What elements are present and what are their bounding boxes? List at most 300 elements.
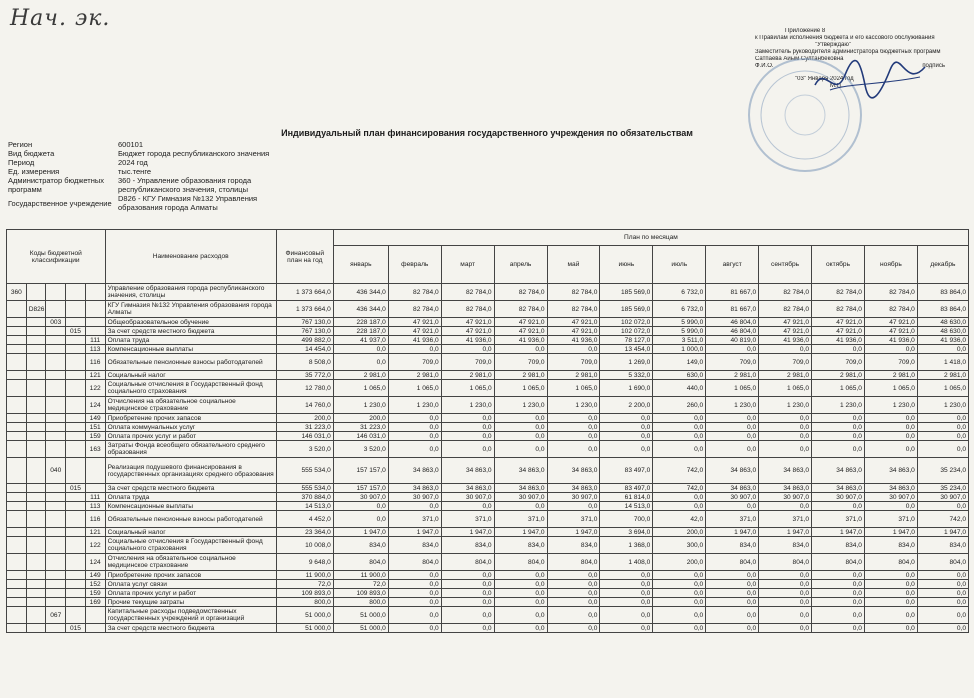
month-value-cell: 34 863,0 [547, 458, 600, 484]
month-value-cell: 78 127,0 [600, 336, 653, 345]
month-value-cell: 834,0 [812, 537, 865, 554]
month-value-cell: 0,0 [864, 414, 917, 423]
month-value-cell: 6 732,0 [653, 301, 706, 318]
table-row [7, 371, 969, 380]
code-cell [26, 571, 46, 580]
code-cell [46, 371, 66, 380]
month-header: октябрь [812, 246, 865, 284]
month-value-cell: 709,0 [441, 354, 494, 371]
expense-name-cell: Оплата услуг связи [105, 580, 276, 589]
info-key: Администратор бюджетных программ [8, 176, 104, 194]
month-value-cell: 1 065,0 [388, 380, 441, 397]
code-cell: 116 [85, 511, 105, 528]
expense-name-cell: За счет средств местного бюджета [105, 327, 276, 336]
code-cell [46, 441, 66, 458]
month-value-cell: 47 921,0 [864, 318, 917, 327]
month-value-cell: 5 990,0 [653, 318, 706, 327]
month-value-cell: 0,0 [333, 511, 388, 528]
month-value-cell: 0,0 [706, 441, 759, 458]
month-value-cell: 1 065,0 [917, 380, 968, 397]
month-value-cell: 42,0 [653, 511, 706, 528]
code-cell [46, 345, 66, 354]
month-value-cell: 34 863,0 [494, 484, 547, 493]
month-value-cell: 0,0 [706, 432, 759, 441]
month-value-cell: 804,0 [864, 554, 917, 571]
month-value-cell: 0,0 [917, 441, 968, 458]
annual-plan-cell: 146 031,0 [276, 432, 333, 441]
month-value-cell: 82 784,0 [441, 284, 494, 301]
month-value-cell: 30 907,0 [759, 493, 812, 502]
month-value-cell: 0,0 [388, 607, 441, 624]
month-value-cell: 1 947,0 [333, 528, 388, 537]
code-cell [26, 432, 46, 441]
month-value-cell: 804,0 [759, 554, 812, 571]
month-value-cell: 82 784,0 [759, 301, 812, 318]
code-cell [66, 537, 86, 554]
table-row [7, 598, 969, 607]
month-value-cell: 0,0 [864, 423, 917, 432]
month-value-cell: 0,0 [759, 345, 812, 354]
month-value-cell: 834,0 [494, 537, 547, 554]
month-value-cell: 0,0 [706, 571, 759, 580]
table-row [7, 336, 969, 345]
annual-plan-cell: 767 130,0 [276, 327, 333, 336]
month-header: июль [653, 246, 706, 284]
month-value-cell: 0,0 [917, 502, 968, 511]
code-cell [46, 493, 66, 502]
month-value-cell: 83 864,0 [917, 301, 968, 318]
code-cell [7, 571, 27, 580]
month-value-cell: 34 863,0 [494, 458, 547, 484]
code-cell [7, 493, 27, 502]
month-value-cell: 0,0 [547, 345, 600, 354]
code-cell [66, 580, 86, 589]
table-row [7, 580, 969, 589]
code-cell [26, 502, 46, 511]
month-value-cell: 0,0 [441, 441, 494, 458]
month-value-cell: 81 667,0 [706, 284, 759, 301]
month-header: июнь [600, 246, 653, 284]
month-value-cell: 41 936,0 [494, 336, 547, 345]
annual-plan-cell: 14 454,0 [276, 345, 333, 354]
code-cell [7, 580, 27, 589]
month-value-cell: 34 863,0 [441, 458, 494, 484]
month-value-cell: 1 418,0 [917, 354, 968, 371]
code-cell: 159 [85, 432, 105, 441]
code-cell [46, 502, 66, 511]
month-value-cell: 0,0 [812, 607, 865, 624]
expense-name-cell: Оплата прочих услуг и работ [105, 589, 276, 598]
month-value-cell: 1 000,0 [653, 345, 706, 354]
month-value-cell: 157 157,0 [333, 458, 388, 484]
month-value-cell: 47 921,0 [547, 327, 600, 336]
month-value-cell: 0,0 [441, 423, 494, 432]
code-cell [46, 624, 66, 633]
code-cell [26, 371, 46, 380]
month-value-cell: 0,0 [494, 345, 547, 354]
month-value-cell: 0,0 [600, 598, 653, 607]
code-cell [7, 458, 27, 484]
month-value-cell: 834,0 [333, 537, 388, 554]
expense-name-cell: Социальные отчисления в Государственный фонд социального страхования [105, 537, 276, 554]
expense-name-cell: Затраты Фонда всеобщего обязательного среднего образования [105, 441, 276, 458]
month-header: май [547, 246, 600, 284]
code-cell [46, 301, 66, 318]
month-value-cell: 5 332,0 [600, 371, 653, 380]
code-cell: 169 [85, 598, 105, 607]
expense-name-cell: Оплата труда [105, 336, 276, 345]
info-key: Ед. измерения [8, 167, 60, 176]
month-value-cell: 0,0 [653, 589, 706, 598]
table-row [7, 511, 969, 528]
code-cell: D826 [26, 301, 46, 318]
month-value-cell: 0,0 [759, 414, 812, 423]
month-value-cell: 804,0 [706, 554, 759, 571]
month-value-cell: 0,0 [600, 414, 653, 423]
month-value-cell: 0,0 [812, 345, 865, 354]
table-row [7, 397, 969, 414]
month-value-cell: 0,0 [759, 423, 812, 432]
code-cell [46, 380, 66, 397]
month-value-cell: 82 784,0 [864, 284, 917, 301]
month-value-cell: 0,0 [494, 414, 547, 423]
code-cell [85, 484, 105, 493]
month-value-cell: 0,0 [441, 502, 494, 511]
code-cell [26, 441, 46, 458]
month-value-cell: 82 784,0 [388, 301, 441, 318]
month-value-cell: 185 569,0 [600, 284, 653, 301]
month-value-cell: 709,0 [388, 354, 441, 371]
month-value-cell: 0,0 [864, 624, 917, 633]
code-cell [7, 318, 27, 327]
month-value-cell: 0,0 [388, 345, 441, 354]
month-value-cell: 0,0 [653, 502, 706, 511]
month-value-cell: 0,0 [864, 589, 917, 598]
code-cell [46, 414, 66, 423]
code-cell [7, 423, 27, 432]
month-value-cell: 0,0 [547, 432, 600, 441]
month-value-cell: 83 497,0 [600, 484, 653, 493]
month-value-cell: 1 690,0 [600, 380, 653, 397]
month-value-cell: 0,0 [812, 502, 865, 511]
month-value-cell: 2 981,0 [759, 371, 812, 380]
approval-line: Ф.И.О. [755, 63, 774, 69]
month-value-cell: 5 990,0 [653, 327, 706, 336]
info-value: тыс.тенге [118, 167, 152, 176]
table-row [7, 301, 969, 318]
month-value-cell: 30 907,0 [917, 493, 968, 502]
info-key: Период [8, 158, 35, 167]
annual-plan-cell: 200,0 [276, 414, 333, 423]
month-value-cell: 0,0 [600, 580, 653, 589]
month-value-cell: 1 230,0 [547, 397, 600, 414]
month-value-cell: 0,0 [653, 441, 706, 458]
code-cell [46, 580, 66, 589]
month-value-cell: 0,0 [600, 571, 653, 580]
expense-name-cell: Общеобразовательное обучение [105, 318, 276, 327]
code-cell: 015 [66, 484, 86, 493]
month-value-cell: 200,0 [653, 554, 706, 571]
header-plan: Финансовый план на год [276, 230, 333, 284]
month-value-cell: 2 981,0 [333, 371, 388, 380]
month-value-cell: 1 947,0 [812, 528, 865, 537]
month-value-cell: 0,0 [653, 493, 706, 502]
annual-plan-cell: 11 900,0 [276, 571, 333, 580]
month-value-cell: 47 921,0 [759, 318, 812, 327]
code-cell [7, 327, 27, 336]
code-cell [7, 414, 27, 423]
month-value-cell: 82 784,0 [812, 301, 865, 318]
month-value-cell: 709,0 [706, 354, 759, 371]
month-value-cell: 109 893,0 [333, 589, 388, 598]
table-row [7, 380, 969, 397]
month-value-cell: 0,0 [441, 432, 494, 441]
month-value-cell: 82 784,0 [759, 284, 812, 301]
code-cell: 040 [46, 458, 66, 484]
month-value-cell: 51 000,0 [333, 607, 388, 624]
month-value-cell: 34 863,0 [759, 458, 812, 484]
month-value-cell: 34 863,0 [706, 484, 759, 493]
month-value-cell: 709,0 [812, 354, 865, 371]
month-value-cell: 0,0 [547, 423, 600, 432]
month-value-cell: 0,0 [388, 502, 441, 511]
table-row [7, 589, 969, 598]
month-value-cell: 0,0 [388, 598, 441, 607]
expense-name-cell: Компенсационные выплаты [105, 502, 276, 511]
month-value-cell: 1 947,0 [864, 528, 917, 537]
month-value-cell: 0,0 [812, 589, 865, 598]
code-cell [7, 624, 27, 633]
code-cell [7, 537, 27, 554]
month-value-cell: 72,0 [333, 580, 388, 589]
approval-line: Сатпаева Айым Султанбековна [755, 56, 844, 62]
month-value-cell: 0,0 [812, 432, 865, 441]
annual-plan-cell: 555 534,0 [276, 484, 333, 493]
annual-plan-cell: 499 882,0 [276, 336, 333, 345]
table-row [7, 537, 969, 554]
code-cell [7, 301, 27, 318]
month-value-cell: 0,0 [812, 580, 865, 589]
annual-plan-cell: 14 513,0 [276, 502, 333, 511]
month-value-cell: 34 863,0 [864, 458, 917, 484]
month-value-cell: 371,0 [812, 511, 865, 528]
month-value-cell: 0,0 [917, 432, 968, 441]
month-value-cell: 0,0 [917, 598, 968, 607]
code-cell: 121 [85, 371, 105, 380]
annual-plan-cell: 767 130,0 [276, 318, 333, 327]
month-value-cell: 0,0 [759, 502, 812, 511]
month-value-cell: 1 947,0 [917, 528, 968, 537]
month-value-cell: 146 031,0 [333, 432, 388, 441]
month-value-cell: 47 921,0 [547, 318, 600, 327]
code-cell: 003 [46, 318, 66, 327]
code-cell [66, 336, 86, 345]
code-cell [66, 423, 86, 432]
month-value-cell: 82 784,0 [494, 284, 547, 301]
month-value-cell: 1 065,0 [706, 380, 759, 397]
month-value-cell: 30 907,0 [333, 493, 388, 502]
month-value-cell: 371,0 [864, 511, 917, 528]
month-value-cell: 1 947,0 [494, 528, 547, 537]
month-value-cell: 0,0 [388, 441, 441, 458]
code-cell [46, 484, 66, 493]
info-block [8, 140, 288, 212]
code-cell [46, 554, 66, 571]
month-value-cell: 1 269,0 [600, 354, 653, 371]
month-value-cell: 11 900,0 [333, 571, 388, 580]
month-value-cell: 1 065,0 [441, 380, 494, 397]
month-header: апрель [494, 246, 547, 284]
annual-plan-cell: 51 000,0 [276, 624, 333, 633]
code-cell [66, 493, 86, 502]
month-value-cell: 0,0 [706, 345, 759, 354]
code-cell: 015 [66, 327, 86, 336]
month-value-cell: 0,0 [917, 607, 968, 624]
table-row [7, 493, 969, 502]
info-key: Регион [8, 140, 33, 149]
month-value-cell: 436 344,0 [333, 284, 388, 301]
code-cell [7, 371, 27, 380]
code-cell [66, 380, 86, 397]
month-value-cell: 0,0 [441, 624, 494, 633]
month-value-cell: 371,0 [388, 511, 441, 528]
month-value-cell: 3 520,0 [333, 441, 388, 458]
month-value-cell: 82 784,0 [864, 301, 917, 318]
expense-name-cell: Оплата труда [105, 493, 276, 502]
month-value-cell: 0,0 [441, 571, 494, 580]
code-cell [7, 502, 27, 511]
month-value-cell: 0,0 [653, 624, 706, 633]
month-value-cell: 30 907,0 [547, 493, 600, 502]
month-value-cell: 81 667,0 [706, 301, 759, 318]
month-value-cell: 0,0 [759, 607, 812, 624]
expense-name-cell: Обязательные пенсионные взносы работодателей [105, 354, 276, 371]
month-value-cell: 0,0 [494, 624, 547, 633]
annual-plan-cell: 9 648,0 [276, 554, 333, 571]
month-value-cell: 0,0 [864, 598, 917, 607]
month-value-cell: 0,0 [547, 589, 600, 598]
month-value-cell: 0,0 [864, 432, 917, 441]
month-value-cell: 14 513,0 [600, 502, 653, 511]
annual-plan-cell: 109 893,0 [276, 589, 333, 598]
table-row [7, 414, 969, 423]
month-value-cell: 34 863,0 [812, 458, 865, 484]
code-cell [26, 511, 46, 528]
month-value-cell: 0,0 [388, 432, 441, 441]
month-value-cell: 1 947,0 [441, 528, 494, 537]
info-value: 360 - Управление образования города республиканского значения, столицы [118, 176, 252, 194]
month-value-cell: 0,0 [864, 580, 917, 589]
code-cell [46, 327, 66, 336]
month-value-cell: 834,0 [388, 537, 441, 554]
annual-plan-cell: 23 364,0 [276, 528, 333, 537]
month-value-cell: 1 368,0 [600, 537, 653, 554]
month-value-cell: 82 784,0 [812, 284, 865, 301]
code-cell: 124 [85, 554, 105, 571]
approval-line: Заместитель руководителя администратора бюджетных программ [755, 49, 941, 55]
code-cell [7, 336, 27, 345]
month-value-cell: 1 408,0 [600, 554, 653, 571]
month-value-cell: 0,0 [864, 502, 917, 511]
code-cell [46, 537, 66, 554]
month-value-cell: 1 065,0 [759, 380, 812, 397]
table-row [7, 624, 969, 633]
month-value-cell: 0,0 [494, 432, 547, 441]
month-value-cell: 47 921,0 [388, 327, 441, 336]
code-cell [66, 528, 86, 537]
month-value-cell: 0,0 [388, 580, 441, 589]
month-value-cell: 0,0 [600, 432, 653, 441]
month-value-cell: 804,0 [388, 554, 441, 571]
code-cell [7, 432, 27, 441]
table-row [7, 502, 969, 511]
month-value-cell: 0,0 [600, 624, 653, 633]
code-cell [26, 493, 46, 502]
code-cell [7, 589, 27, 598]
month-value-cell: 2 981,0 [441, 371, 494, 380]
month-value-cell: 0,0 [494, 502, 547, 511]
month-value-cell: 1 947,0 [547, 528, 600, 537]
month-value-cell: 200,0 [333, 414, 388, 423]
month-value-cell: 48 630,0 [917, 327, 968, 336]
month-value-cell: 0,0 [388, 571, 441, 580]
code-cell [26, 380, 46, 397]
month-value-cell: 0,0 [864, 345, 917, 354]
code-cell: 122 [85, 537, 105, 554]
month-value-cell: 0,0 [600, 607, 653, 624]
expense-name-cell: Отчисления на обязательное социальное медицинское страхование [105, 397, 276, 414]
month-value-cell: 40 819,0 [706, 336, 759, 345]
annual-plan-cell: 4 452,0 [276, 511, 333, 528]
month-value-cell: 3 694,0 [600, 528, 653, 537]
month-value-cell: 1 230,0 [333, 397, 388, 414]
month-value-cell: 0,0 [547, 624, 600, 633]
month-value-cell: 61 814,0 [600, 493, 653, 502]
month-value-cell: 0,0 [441, 589, 494, 598]
month-value-cell: 0,0 [917, 580, 968, 589]
annual-plan-cell: 1 373 664,0 [276, 301, 333, 318]
month-value-cell: 0,0 [333, 354, 388, 371]
code-cell [7, 511, 27, 528]
expense-name-cell: Оплата коммунальных услуг [105, 423, 276, 432]
code-cell [46, 284, 66, 301]
code-cell [66, 301, 86, 318]
approval-line: Приложение 8 [785, 28, 826, 34]
month-value-cell: 47 921,0 [441, 318, 494, 327]
month-value-cell: 34 863,0 [388, 458, 441, 484]
month-value-cell: 1 065,0 [864, 380, 917, 397]
month-value-cell: 1 065,0 [333, 380, 388, 397]
month-value-cell: 30 907,0 [388, 493, 441, 502]
code-cell [85, 327, 105, 336]
month-value-cell: 1 230,0 [864, 397, 917, 414]
month-value-cell: 30 907,0 [494, 493, 547, 502]
code-cell [46, 511, 66, 528]
month-value-cell: 1 230,0 [388, 397, 441, 414]
month-value-cell: 0,0 [759, 589, 812, 598]
code-cell [66, 511, 86, 528]
month-value-cell: 0,0 [600, 423, 653, 432]
code-cell [7, 345, 27, 354]
month-value-cell: 709,0 [759, 354, 812, 371]
month-value-cell: 371,0 [759, 511, 812, 528]
code-cell [66, 284, 86, 301]
month-value-cell: 834,0 [917, 537, 968, 554]
code-cell [26, 589, 46, 598]
code-cell [46, 336, 66, 345]
code-cell [7, 380, 27, 397]
month-value-cell: 1 947,0 [388, 528, 441, 537]
